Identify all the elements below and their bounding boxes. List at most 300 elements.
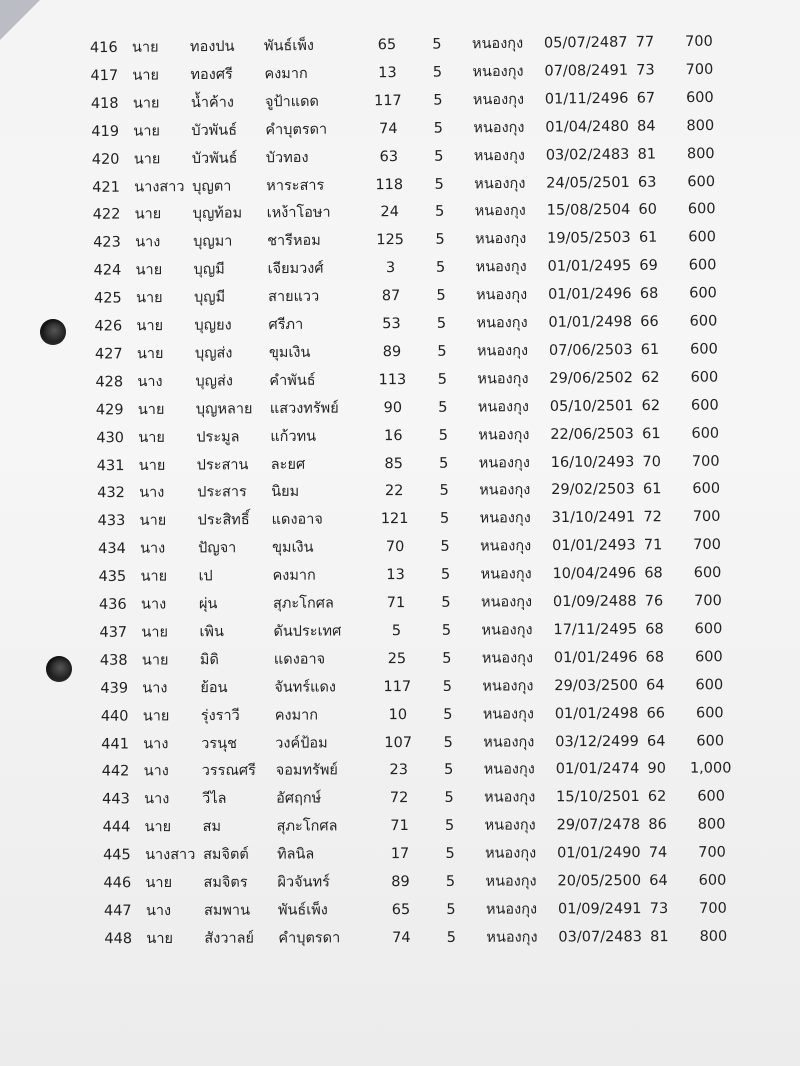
amount-cell: 600 <box>695 676 724 694</box>
moo-cell: 5 <box>439 511 450 528</box>
prefix-cell: นางสาว <box>134 178 185 196</box>
row-number-cell: 442 <box>101 763 130 780</box>
row-number-cell: 429 <box>95 401 124 419</box>
first-name-cell: สังวาลย์ <box>204 930 255 947</box>
row-number-cell: 433 <box>97 513 126 530</box>
amount-cell: 600 <box>690 341 718 358</box>
row-number-cell: 420 <box>91 151 120 168</box>
table-row <box>10 670 800 703</box>
row-number-cell: 432 <box>97 485 125 502</box>
age-cell: 86 <box>648 817 667 834</box>
row-number-cell: 435 <box>98 568 127 586</box>
amount-cell: 600 <box>695 704 724 722</box>
village-cell: หนองกุง <box>474 175 526 192</box>
village-cell: หนองกุง <box>476 342 529 360</box>
birth-date-cell: 05/10/2501 <box>549 397 634 415</box>
house-number-cell: 72 <box>389 790 409 807</box>
first-name-cell: บุญมา <box>193 233 233 251</box>
row-number-cell: 426 <box>94 318 123 335</box>
last-name-cell: หาระสาร <box>266 177 325 194</box>
age-cell: 68 <box>645 649 665 666</box>
house-number-cell: 63 <box>379 148 399 165</box>
house-number-cell: 90 <box>383 399 403 416</box>
age-cell: 60 <box>638 202 657 219</box>
birth-date-cell: 03/12/2499 <box>555 733 639 750</box>
birth-date-cell: 03/07/2483 <box>558 928 643 946</box>
amount-cell: 700 <box>694 593 722 610</box>
birth-date-cell: 22/06/2503 <box>550 425 634 443</box>
prefix-cell: นาย <box>144 819 172 836</box>
prefix-cell: นาง <box>143 735 169 752</box>
first-name-cell: บุญส่ง <box>194 345 233 362</box>
moo-cell: 5 <box>433 92 443 109</box>
amount-cell: 700 <box>685 33 713 51</box>
village-cell: หนองกุง <box>485 873 537 890</box>
row-number-cell: 439 <box>100 680 129 697</box>
prefix-cell: นาย <box>141 624 169 641</box>
amount-cell: 700 <box>692 509 721 526</box>
village-cell: หนองกุง <box>479 482 531 499</box>
amount-cell: 600 <box>687 173 716 190</box>
amount-cell: 600 <box>694 620 723 638</box>
last-name-cell: คงมาก <box>274 707 319 724</box>
age-cell: 64 <box>649 872 668 890</box>
prefix-cell: นาย <box>142 707 170 725</box>
amount-cell: 600 <box>698 872 727 889</box>
birth-date-cell: 29/06/2502 <box>549 369 634 387</box>
age-cell: 62 <box>641 397 661 414</box>
birth-date-cell: 07/08/2491 <box>544 62 629 80</box>
age-cell: 64 <box>646 733 666 750</box>
first-name-cell: บัวพันธ์ <box>191 122 238 139</box>
last-name-cell: แก้วทน <box>270 428 317 445</box>
prefix-cell: นาย <box>134 206 162 223</box>
village-cell: หนองกุง <box>486 929 538 946</box>
prefix-cell: นางสาว <box>145 847 196 864</box>
age-cell: 67 <box>636 90 656 107</box>
prefix-cell: นาย <box>136 318 164 335</box>
moo-cell: 5 <box>437 371 448 388</box>
amount-cell: 800 <box>686 145 715 162</box>
birth-date-cell: 05/07/2487 <box>543 34 628 52</box>
first-name-cell: บุญยง <box>194 317 232 334</box>
moo-cell: 5 <box>440 566 451 583</box>
village-cell: หนองกุง <box>478 454 530 471</box>
first-name-cell: มิดิ <box>199 651 219 669</box>
last-name-cell: คงมาก <box>272 567 316 584</box>
village-cell: หนองกุง <box>480 566 532 583</box>
amount-cell: 700 <box>691 453 720 470</box>
house-number-cell: 89 <box>382 343 402 361</box>
prefix-cell: นาย <box>137 401 165 418</box>
village-cell: หนองกุง <box>477 398 530 416</box>
prefix-cell: นาง <box>137 373 163 390</box>
last-name-cell: แสวงทรัพย์ <box>269 400 339 417</box>
table-row <box>12 782 800 814</box>
row-number-cell: 421 <box>92 179 121 196</box>
house-number-cell: 5 <box>391 622 402 639</box>
first-name-cell: ประสาน <box>196 456 249 474</box>
house-number-cell: 65 <box>391 901 411 918</box>
age-cell: 77 <box>635 34 655 51</box>
age-cell: 73 <box>649 900 669 917</box>
table-row <box>13 810 800 842</box>
age-cell: 64 <box>646 677 665 694</box>
table-row <box>9 614 800 647</box>
birth-date-cell: 29/03/2500 <box>554 677 638 694</box>
first-name-cell: สมจิตต์ <box>203 846 249 864</box>
age-cell: 90 <box>647 761 666 778</box>
row-number-cell: 416 <box>89 39 118 57</box>
village-cell: หนองกุง <box>485 845 537 862</box>
last-name-cell: แดงอาจ <box>273 651 326 668</box>
last-name-cell: คำบุตรดา <box>278 930 341 947</box>
birth-date-cell: 16/10/2493 <box>550 453 635 471</box>
moo-cell: 5 <box>442 650 452 667</box>
prefix-cell: นาย <box>138 429 165 446</box>
moo-cell: 5 <box>433 120 444 137</box>
village-cell: หนองกุง <box>483 733 535 751</box>
moo-cell: 5 <box>435 231 445 249</box>
house-number-cell: 3 <box>385 260 396 277</box>
village-cell: หนองกุง <box>474 203 526 220</box>
moo-cell: 5 <box>445 873 456 890</box>
house-number-cell: 117 <box>373 92 402 110</box>
first-name-cell: ทองศรี <box>190 66 233 84</box>
village-cell: หนองกุง <box>471 35 524 53</box>
amount-cell: 700 <box>698 844 726 861</box>
age-cell: 61 <box>641 425 661 442</box>
last-name-cell: คงมาก <box>264 65 308 83</box>
birth-date-cell: 01/09/2488 <box>552 593 637 611</box>
prefix-cell: นาย <box>141 652 169 669</box>
last-name-cell: อัศฤกษ์ <box>276 790 322 807</box>
birth-date-cell: 03/02/2483 <box>545 146 630 164</box>
age-cell: 66 <box>646 705 666 722</box>
amount-cell: 600 <box>688 257 717 274</box>
birth-date-cell: 17/11/2495 <box>553 621 638 639</box>
moo-cell: 5 <box>443 706 453 723</box>
prefix-cell: นาย <box>132 95 160 112</box>
last-name-cell: ชารีหอม <box>267 233 321 250</box>
house-number-cell: 25 <box>387 650 407 667</box>
first-name-cell: ปัญจา <box>198 540 237 557</box>
birth-date-cell: 29/02/2503 <box>551 481 635 499</box>
prefix-cell: นาย <box>145 875 173 892</box>
table-row <box>13 838 800 870</box>
moo-cell: 5 <box>434 176 444 193</box>
row-number-cell: 448 <box>104 930 133 947</box>
birth-date-cell: 01/01/2498 <box>548 314 633 331</box>
prefix-cell: นาย <box>138 457 166 474</box>
row-number-cell: 447 <box>103 903 132 920</box>
row-number-cell: 417 <box>90 67 119 85</box>
moo-cell: 5 <box>444 790 454 807</box>
age-cell: 61 <box>642 481 662 498</box>
age-cell: 70 <box>642 453 662 470</box>
village-cell: หนองกุง <box>482 705 534 723</box>
house-number-cell: 22 <box>384 483 404 500</box>
birth-date-cell: 15/10/2501 <box>556 789 640 806</box>
amount-cell: 800 <box>697 816 726 833</box>
prefix-cell: นาง <box>145 902 172 919</box>
birth-date-cell: 01/01/2495 <box>547 258 632 275</box>
age-cell: 81 <box>637 146 657 163</box>
village-cell: หนองกุง <box>484 817 536 834</box>
last-name-cell: นิยม <box>271 484 300 501</box>
house-number-cell: 113 <box>378 371 407 389</box>
village-cell: หนองกุง <box>478 426 530 444</box>
moo-cell: 5 <box>442 678 453 695</box>
moo-cell: 5 <box>446 901 456 918</box>
birth-date-cell: 10/04/2496 <box>552 565 637 583</box>
moo-cell: 5 <box>441 622 452 639</box>
house-number-cell: 13 <box>378 64 397 82</box>
row-number-cell: 428 <box>95 374 124 391</box>
birth-date-cell: 19/05/2503 <box>547 230 631 247</box>
birth-date-cell: 01/01/2493 <box>552 537 636 555</box>
last-name-cell: สายแวว <box>267 288 320 306</box>
house-number-cell: 85 <box>384 455 404 472</box>
table-row <box>14 922 800 953</box>
birth-date-cell: 01/01/2490 <box>557 845 641 862</box>
first-name-cell: ผุ่น <box>198 596 218 613</box>
moo-cell: 5 <box>439 483 449 500</box>
village-cell: หนองกุง <box>484 789 536 806</box>
house-number-cell: 87 <box>381 288 401 305</box>
age-cell: 62 <box>641 369 660 386</box>
last-name-cell: ดันประเทศ <box>273 623 342 640</box>
prefix-cell: นาย <box>135 290 163 307</box>
prefix-cell: นาย <box>133 123 161 140</box>
first-name-cell: ทองปน <box>189 38 235 56</box>
house-number-cell: 70 <box>385 539 405 556</box>
moo-cell: 5 <box>444 817 455 835</box>
age-cell: 76 <box>644 593 664 610</box>
age-cell: 61 <box>638 230 658 247</box>
birth-date-cell: 01/09/2491 <box>557 900 642 918</box>
house-number-cell: 74 <box>392 929 411 946</box>
first-name-cell: บุญส่ง <box>195 373 233 390</box>
birth-date-cell: 01/01/2496 <box>553 649 638 666</box>
row-number-cell: 425 <box>93 290 122 307</box>
row-number-cell: 437 <box>99 624 128 641</box>
birth-date-cell: 01/04/2480 <box>545 118 629 136</box>
house-number-cell: 65 <box>377 37 397 54</box>
amount-cell: 600 <box>692 481 721 498</box>
prefix-cell: นาง <box>139 485 165 502</box>
prefix-cell: นาย <box>131 39 159 56</box>
birth-date-cell: 15/08/2504 <box>546 202 631 220</box>
age-cell: 63 <box>637 174 657 191</box>
row-number-cell: 424 <box>93 262 122 279</box>
last-name-cell: ขุมเงิน <box>272 539 314 557</box>
table-row <box>10 642 800 675</box>
age-cell: 68 <box>645 621 664 638</box>
first-name-cell: วรรณศรี <box>201 763 256 780</box>
age-cell: 62 <box>647 789 667 806</box>
table-row <box>14 894 800 925</box>
village-cell: หนองกุง <box>481 650 534 667</box>
row-number-cell: 445 <box>103 847 131 864</box>
birth-date-cell: 01/11/2496 <box>544 90 629 108</box>
moo-cell: 5 <box>432 36 442 53</box>
house-number-cell: 121 <box>380 511 409 528</box>
last-name-cell: คำบุตรดา <box>265 121 328 139</box>
prefix-cell: นาย <box>135 262 163 279</box>
birth-date-cell: 31/10/2491 <box>551 509 636 527</box>
row-number-cell: 418 <box>90 95 119 112</box>
first-name-cell: วรนุช <box>201 735 237 752</box>
prefix-cell: นาย <box>146 930 173 947</box>
first-name-cell: สมพาน <box>203 902 251 919</box>
first-name-cell: บุญหลาย <box>195 400 253 418</box>
moo-cell: 5 <box>446 929 457 946</box>
village-cell: หนองกุง <box>476 314 528 332</box>
house-number-cell: 23 <box>389 762 408 779</box>
last-name-cell: วงค์ป้อม <box>275 734 328 752</box>
amount-cell: 700 <box>685 61 714 78</box>
row-number-cell: 438 <box>99 652 128 669</box>
moo-cell: 5 <box>441 594 451 611</box>
house-number-cell: 125 <box>376 232 405 249</box>
prefix-cell: นาง <box>140 540 166 557</box>
prefix-cell: นาง <box>142 680 168 697</box>
house-number-cell: 117 <box>383 678 412 695</box>
last-name-cell: ผิวจันทร์ <box>277 874 330 891</box>
house-number-cell: 71 <box>390 818 409 835</box>
row-number-cell: 444 <box>102 819 131 836</box>
age-cell: 68 <box>644 565 663 582</box>
house-number-cell: 10 <box>388 706 408 723</box>
prefix-cell: นาย <box>139 512 167 530</box>
row-number-cell: 422 <box>92 206 121 224</box>
last-name-cell: แดงอาจ <box>271 511 323 529</box>
moo-cell: 5 <box>438 427 448 444</box>
moo-cell: 5 <box>440 538 450 555</box>
village-cell: หนองกุง <box>480 538 532 555</box>
last-name-cell: คำพันธ์ <box>269 372 316 389</box>
amount-cell: 600 <box>685 89 714 106</box>
moo-cell: 5 <box>436 315 447 332</box>
amount-cell: 600 <box>695 648 723 666</box>
table-row <box>11 698 800 730</box>
row-number-cell: 441 <box>101 735 129 753</box>
moo-cell: 5 <box>432 64 443 81</box>
row-number-cell: 446 <box>103 875 132 892</box>
first-name-cell: บุญท้อม <box>192 205 243 223</box>
table-row <box>12 754 800 786</box>
house-number-cell: 53 <box>382 316 401 333</box>
village-cell: หนองกุง <box>472 63 524 81</box>
house-number-cell: 118 <box>375 176 404 193</box>
first-name-cell: ประสิทธิ์ <box>197 512 250 529</box>
amount-cell: 600 <box>696 732 725 750</box>
village-cell: หนองกุง <box>473 119 525 136</box>
amount-cell: 1,000 <box>689 760 732 777</box>
amount-cell: 600 <box>687 201 716 218</box>
village-cell: หนองกุง <box>473 147 525 164</box>
last-name-cell: บัวทอง <box>265 149 309 166</box>
age-cell: 71 <box>643 537 663 554</box>
first-name-cell: สมจิตร <box>203 874 248 891</box>
row-number-cell: 419 <box>91 123 120 140</box>
moo-cell: 5 <box>439 455 449 472</box>
last-name-cell: เจียมวงศ์ <box>267 260 324 278</box>
house-number-cell: 89 <box>391 874 410 891</box>
village-cell: หนองกุง <box>475 287 528 304</box>
village-cell: หนองกุง <box>479 510 531 527</box>
moo-cell: 5 <box>437 343 447 360</box>
birth-date-cell: 20/05/2500 <box>557 873 642 890</box>
age-cell: 72 <box>643 509 662 526</box>
age-cell: 68 <box>639 285 659 303</box>
first-name-cell: น้ำค้าง <box>190 94 234 111</box>
house-number-cell: 71 <box>386 595 406 612</box>
moo-cell: 5 <box>443 734 453 751</box>
house-number-cell: 13 <box>386 567 405 584</box>
age-cell: 84 <box>637 118 656 135</box>
moo-cell: 5 <box>444 762 454 779</box>
village-cell: หนองกุง <box>472 91 525 109</box>
house-number-cell: 24 <box>380 204 399 221</box>
first-name-cell: วีไล <box>202 791 227 808</box>
moo-cell: 5 <box>438 399 448 416</box>
row-number-cell: 434 <box>98 541 126 558</box>
village-cell: หนองกุง <box>481 622 533 639</box>
amount-cell: 600 <box>693 565 722 582</box>
last-name-cell: สุภะโกศล <box>276 818 338 835</box>
prefix-cell: นาย <box>132 67 160 84</box>
village-cell: หนองกุง <box>482 677 534 695</box>
last-name-cell: จอมทรัพย์ <box>275 762 338 780</box>
first-name-cell: บุญมี <box>193 289 226 306</box>
birth-date-cell: 01/01/2498 <box>554 705 639 722</box>
birth-date-cell: 01/01/2474 <box>555 761 640 778</box>
amount-cell: 700 <box>693 537 721 554</box>
birth-date-cell: 01/01/2496 <box>547 286 632 303</box>
last-name-cell: พันธ์เพ็ง <box>277 902 328 919</box>
last-name-cell: สุภะโกศล <box>272 595 334 612</box>
last-name-cell: จันทร์แดง <box>274 679 337 696</box>
village-cell: หนองกุง <box>475 259 527 276</box>
house-number-cell: 107 <box>384 734 413 751</box>
prefix-cell: นาย <box>136 345 164 363</box>
moo-cell: 5 <box>434 204 445 221</box>
first-name-cell: ประสาร <box>197 484 247 501</box>
village-cell: หนองกุง <box>480 594 533 611</box>
house-number-cell: 74 <box>379 120 398 137</box>
moo-cell: 5 <box>436 287 446 304</box>
last-name-cell: ละยศ <box>270 456 306 473</box>
first-name-cell: สม <box>202 819 222 836</box>
house-number-cell: 17 <box>390 846 410 863</box>
moo-cell: 5 <box>445 845 455 862</box>
moo-cell: 5 <box>435 259 446 276</box>
amount-cell: 600 <box>691 425 720 442</box>
amount-cell: 600 <box>689 313 718 330</box>
last-name-cell: ศรีภา <box>268 316 304 334</box>
first-name-cell: เพิน <box>199 624 224 641</box>
age-cell: 74 <box>648 844 668 862</box>
age-cell: 73 <box>636 62 655 79</box>
birth-date-cell: 07/06/2503 <box>548 342 633 359</box>
amount-cell: 600 <box>689 285 717 302</box>
first-name-cell: บุญตา <box>192 178 232 195</box>
amount-cell: 600 <box>688 229 717 246</box>
prefix-cell: นาง <box>144 791 170 808</box>
birth-date-cell: 24/05/2501 <box>546 174 630 192</box>
